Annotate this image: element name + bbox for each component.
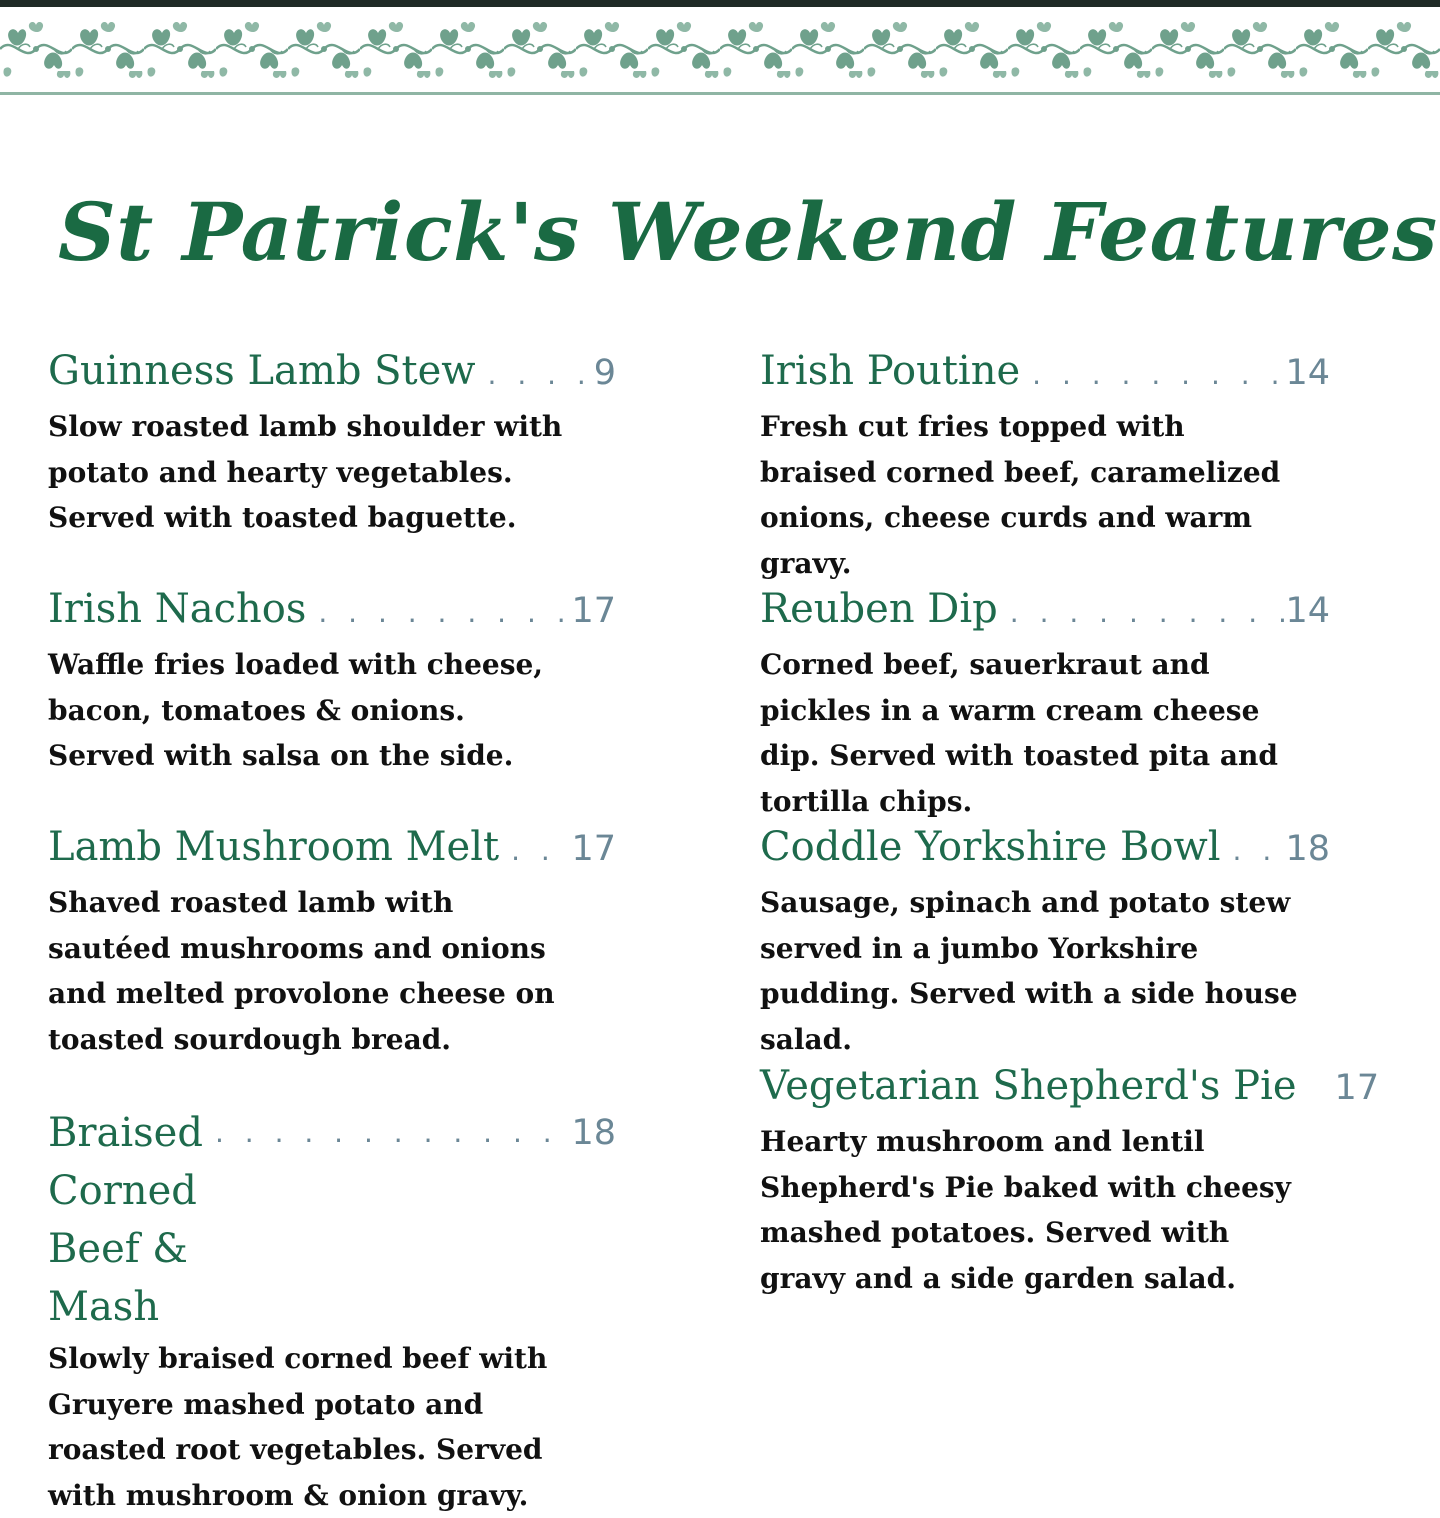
- menu-item-price: 17: [571, 829, 616, 869]
- menu-item-price: 18: [1285, 829, 1330, 869]
- menu-item-description: Slowly braised corned beef with Gruyere mashed potato and roasted root vegetables. Served with mushroom & onion gravy.: [48, 1342, 548, 1512]
- dot-leader: [998, 584, 1286, 642]
- menu-item-price: 17: [571, 591, 616, 631]
- menu-item-header: [760, 580, 1330, 642]
- menu-item-header: [760, 1057, 1380, 1119]
- menu-item-name: Guinness Lamb Stew: [48, 348, 476, 394]
- menu-item-description: Hearty mushroom and lentil Shepherd's Pie baked with cheesy mashed potatoes. Served with gravy and a side garden salad.: [760, 1125, 1291, 1295]
- menu-item-description: Sausage, spinach and potato stew served in a jumbo Yorkshire pudding. Served with a side house salad.: [760, 886, 1298, 1056]
- menu-item-header: [48, 1104, 616, 1336]
- dot-leader: [476, 346, 594, 404]
- menu-item: [760, 1057, 1380, 1301]
- dot-leader: [1221, 822, 1286, 880]
- menu-item-description: Waffle fries loaded with cheese, bacon, tomatoes & onions. Served with salsa on the side.: [48, 648, 544, 772]
- menu-item: [48, 580, 616, 779]
- menu-item-name: Coddle Yorkshire Bowl: [760, 824, 1221, 870]
- menu-item-name: Irish Poutine: [760, 348, 1021, 394]
- menu-item-price: 18: [571, 1113, 616, 1153]
- menu-item: [48, 342, 616, 541]
- menu-item-price: 14: [1285, 353, 1330, 393]
- page-title: St Patrick's Weekend Features: [58, 185, 1438, 279]
- dot-leader: [1020, 346, 1285, 404]
- menu-item: [760, 818, 1330, 1062]
- floral-border-decoration: [0, 7, 1440, 91]
- menu-item-header: [48, 818, 616, 880]
- menu-item-name: Lamb Mushroom Melt: [48, 824, 500, 870]
- menu-item: [760, 342, 1330, 586]
- border-divider-line: [0, 92, 1440, 95]
- menu-item-description: Slow roasted lamb shoulder with potato and hearty vegetables. Served with toasted baguette.: [48, 410, 563, 534]
- menu-item-name: Reuben Dip: [760, 586, 998, 632]
- menu-item-description: Fresh cut fries topped with braised corned beef, caramelized onions, cheese curds and warm gravy.: [760, 410, 1281, 580]
- menu-item-description: Shaved roasted lamb with sautéed mushrooms and onions and melted provolone cheese on toasted sourdough bread.: [48, 886, 555, 1056]
- menu-item-price: 17: [1334, 1068, 1380, 1108]
- dot-leader: [203, 1104, 571, 1162]
- menu-item: [48, 818, 616, 1062]
- menu-item-price: 9: [593, 353, 616, 393]
- menu-item-header: [760, 342, 1330, 404]
- menu-item-header: [48, 342, 616, 404]
- menu-item-name: Vegetarian Shepherd's Pie: [760, 1063, 1297, 1109]
- menu-item-header: [760, 818, 1330, 880]
- menu-item: [48, 1104, 616, 1518]
- menu-item-price: 14: [1285, 591, 1330, 631]
- menu-item-name: Braised Corned Beef & Mash: [48, 1110, 203, 1330]
- dot-leader: [306, 584, 571, 642]
- dot-leader: [499, 822, 571, 880]
- menu-item-name: Irish Nachos: [48, 586, 307, 632]
- menu-item-header: [48, 580, 616, 642]
- top-edge-bar: [0, 0, 1440, 7]
- menu-item-description: Corned beef, sauerkraut and pickles in a warm cream cheese dip. Served with toasted pita and tortilla chips.: [760, 648, 1278, 818]
- menu-item: [760, 580, 1330, 824]
